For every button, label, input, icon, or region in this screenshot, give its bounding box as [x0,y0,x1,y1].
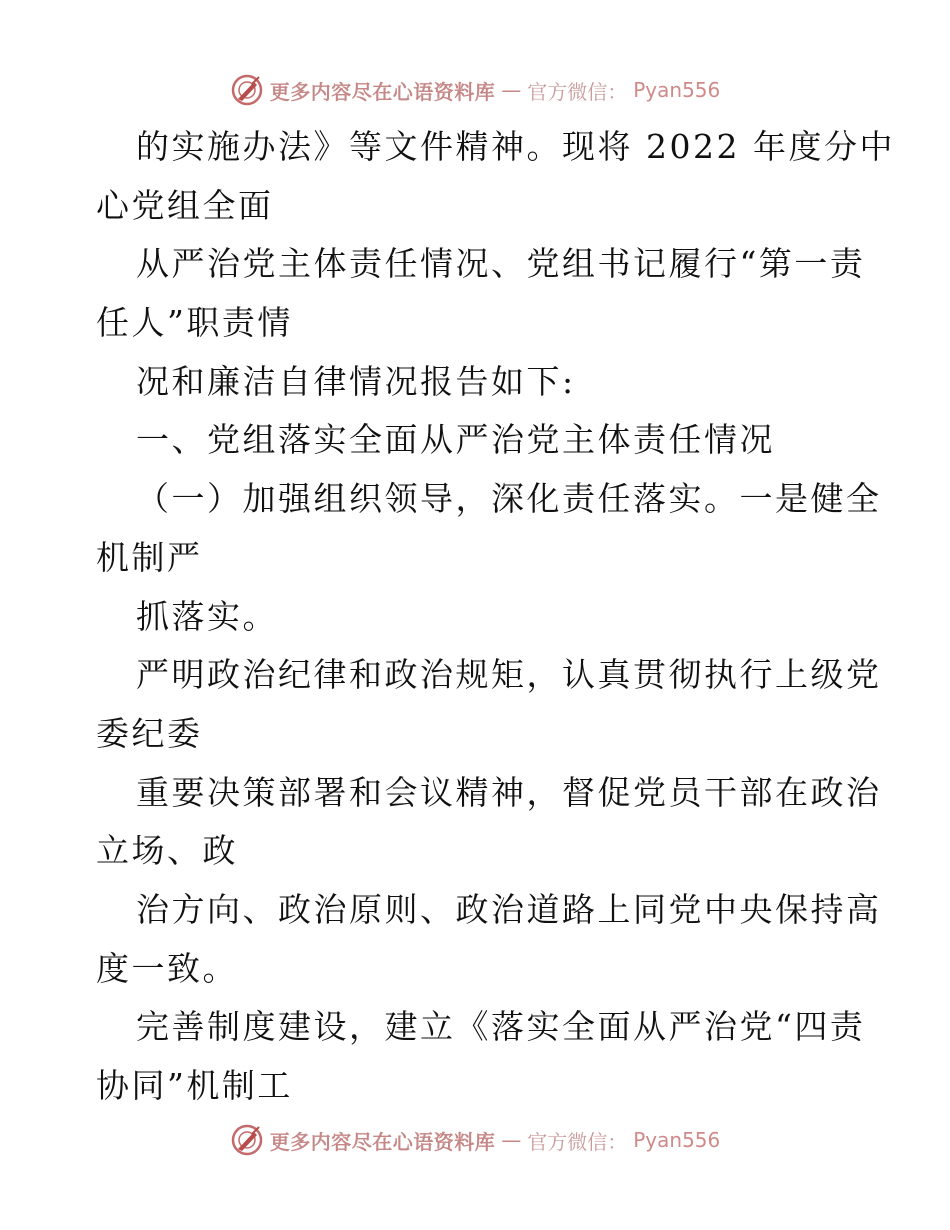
text-line: 的实施办法》等文件精神。现将 2022 年度分中 [136,127,895,166]
watermark-separator: — [501,78,522,102]
quill-logo-icon [230,1123,264,1157]
text-line: 委纪委 [96,713,203,753]
subsection-heading: （一）加强组织领导，深化责任落实。一是健全 [136,479,882,519]
text-line: 抓落实。 [136,596,278,636]
watermark-text: 更多内容尽在心语资料库 [269,1129,496,1154]
text-line: 完善制度建设，建立《落实全面从严治党“四责 [136,1007,866,1047]
quill-logo-icon [230,73,264,107]
text-line: 从严治党主体责任情况、党组书记履行“第一责 [136,244,866,284]
header-watermark [0,70,950,110]
watermark-label: 官方微信： [527,1129,628,1154]
watermark-label: 官方微信： [527,79,628,104]
watermark-text: 更多内容尽在心语资料库 [269,79,496,104]
text-line: 协同”机制工 [96,1066,293,1105]
watermark-id: Pyan556 [633,1128,721,1152]
text-line: 机制严 [96,537,203,577]
text-line: 度一致。 [96,948,238,988]
text-line: 任人”职责情 [96,303,293,343]
section-heading: 一、党组落实全面从严治党主体责任情况 [136,420,775,460]
watermark-separator: — [501,1128,522,1152]
text-line: 立场、政 [96,831,238,871]
text-line: 重要决策部署和会议精神，督促党员干部在政治 [136,772,882,812]
text-line: 治方向、政治原则、政治道路上同党中央保持高 [136,889,882,929]
document-body [96,118,895,1116]
text-line: 心党组全面 [96,185,274,225]
footer-watermark [0,1120,950,1160]
text-line: 况和廉洁自律情况报告如下: [136,361,576,401]
watermark-id: Pyan556 [633,78,721,102]
text-line: 严明政治纪律和政治规矩，认真贯彻执行上级党 [136,655,882,695]
